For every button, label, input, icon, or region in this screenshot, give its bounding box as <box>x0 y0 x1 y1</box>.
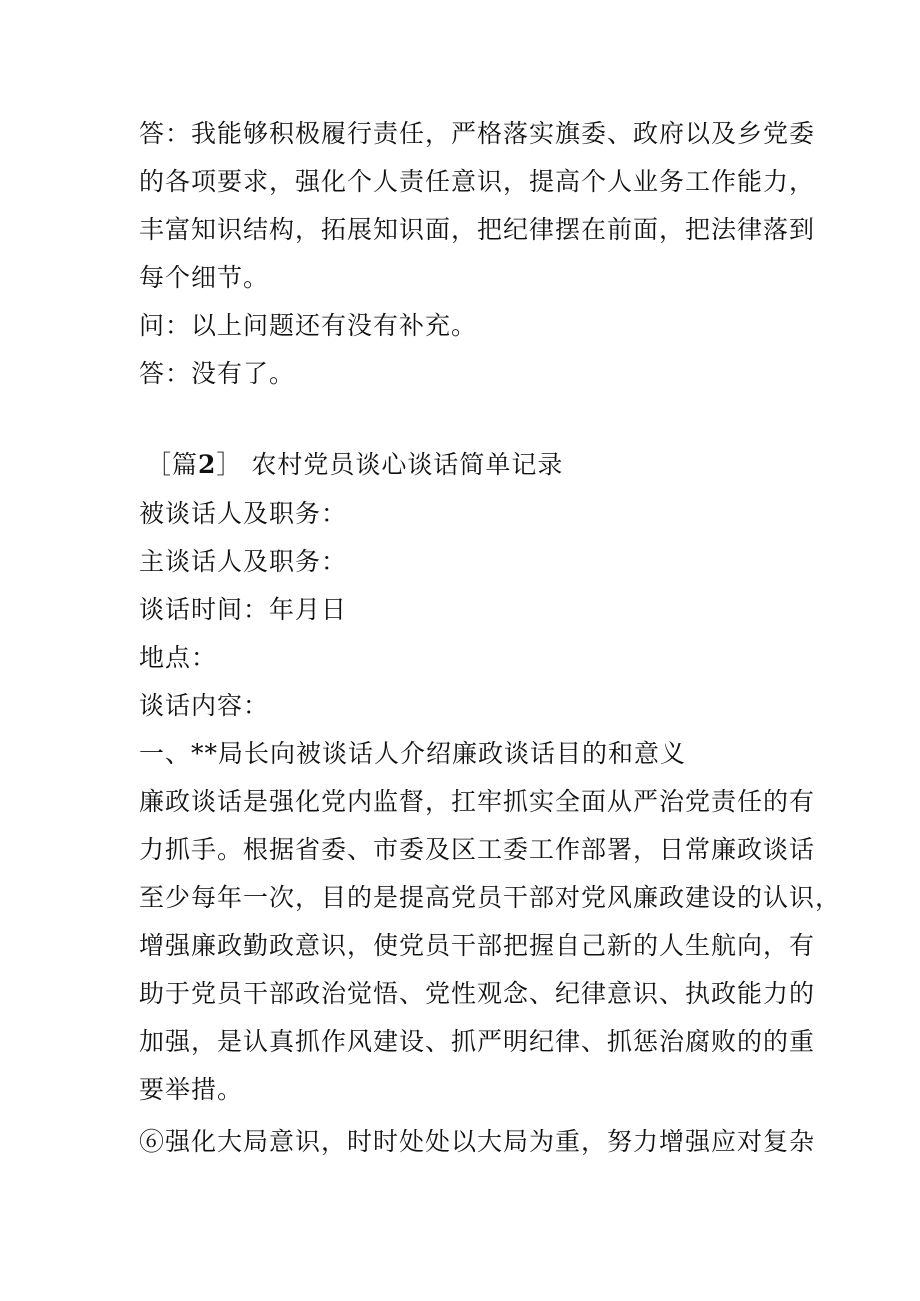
paragraph-line-7: 要举措。 <box>139 1075 244 1104</box>
heading-number: 2 <box>198 450 217 479</box>
field-content: 谈话内容： <box>139 691 270 720</box>
answer-line-2: 的各项要求，强化个人责任意识，提高个人业务工作能力， <box>139 167 816 196</box>
paragraph-line-2: 力抓手。根据省委、市委及区工委工作部署，日常廉政谈话 <box>139 835 816 864</box>
paragraph-line-3: 至少每年一次，目的是提高党员干部对党风廉政建设的认识， <box>139 883 842 912</box>
paragraph-line-1: 廉政谈话是强化党内监督，扛牢抓实全面从严治党责任的有 <box>139 787 816 816</box>
answer-line-1: 答：我能够积极履行责任，严格落实旗委、政府以及乡党委 <box>139 119 816 148</box>
field-interviewer: 主谈话人及职务： <box>139 547 348 576</box>
heading-bracket-open: ［篇 <box>146 450 199 479</box>
answer-line-final: 答：没有了。 <box>139 359 296 388</box>
question-line: 问：以上问题还有没有补充。 <box>139 311 478 340</box>
numbered-item-line: ⑥强化大局意识，时时处处以大局为重，努力增强应对复杂 <box>139 1127 816 1156</box>
answer-line-3: 丰富知识结构，拓展知识面，把纪律摆在前面，把法律落到 <box>139 215 816 244</box>
paragraph-line-4: 增强廉政勤政意识，使党员干部把握自己新的人生航向，有 <box>139 931 816 960</box>
heading-bracket-close: ］ <box>216 450 243 479</box>
field-time: 谈话时间：年月日 <box>139 595 348 624</box>
paragraph-line-6: 加强，是认真抓作风建设、抓严明纪律、抓惩治腐败的的重 <box>139 1027 816 1056</box>
heading-title: 农村党员谈心谈话简单记录 <box>251 450 564 479</box>
item-title: 一、**局长向被谈话人介绍廉政谈话目的和意义 <box>139 739 687 768</box>
field-interviewee: 被谈话人及职务： <box>139 499 348 528</box>
section-heading <box>146 449 563 481</box>
paragraph-line-5: 助于党员干部政治觉悟、党性观念、纪律意识、执政能力的 <box>139 979 816 1008</box>
field-location: 地点： <box>139 643 218 672</box>
answer-line-4: 每个细节。 <box>139 263 270 292</box>
